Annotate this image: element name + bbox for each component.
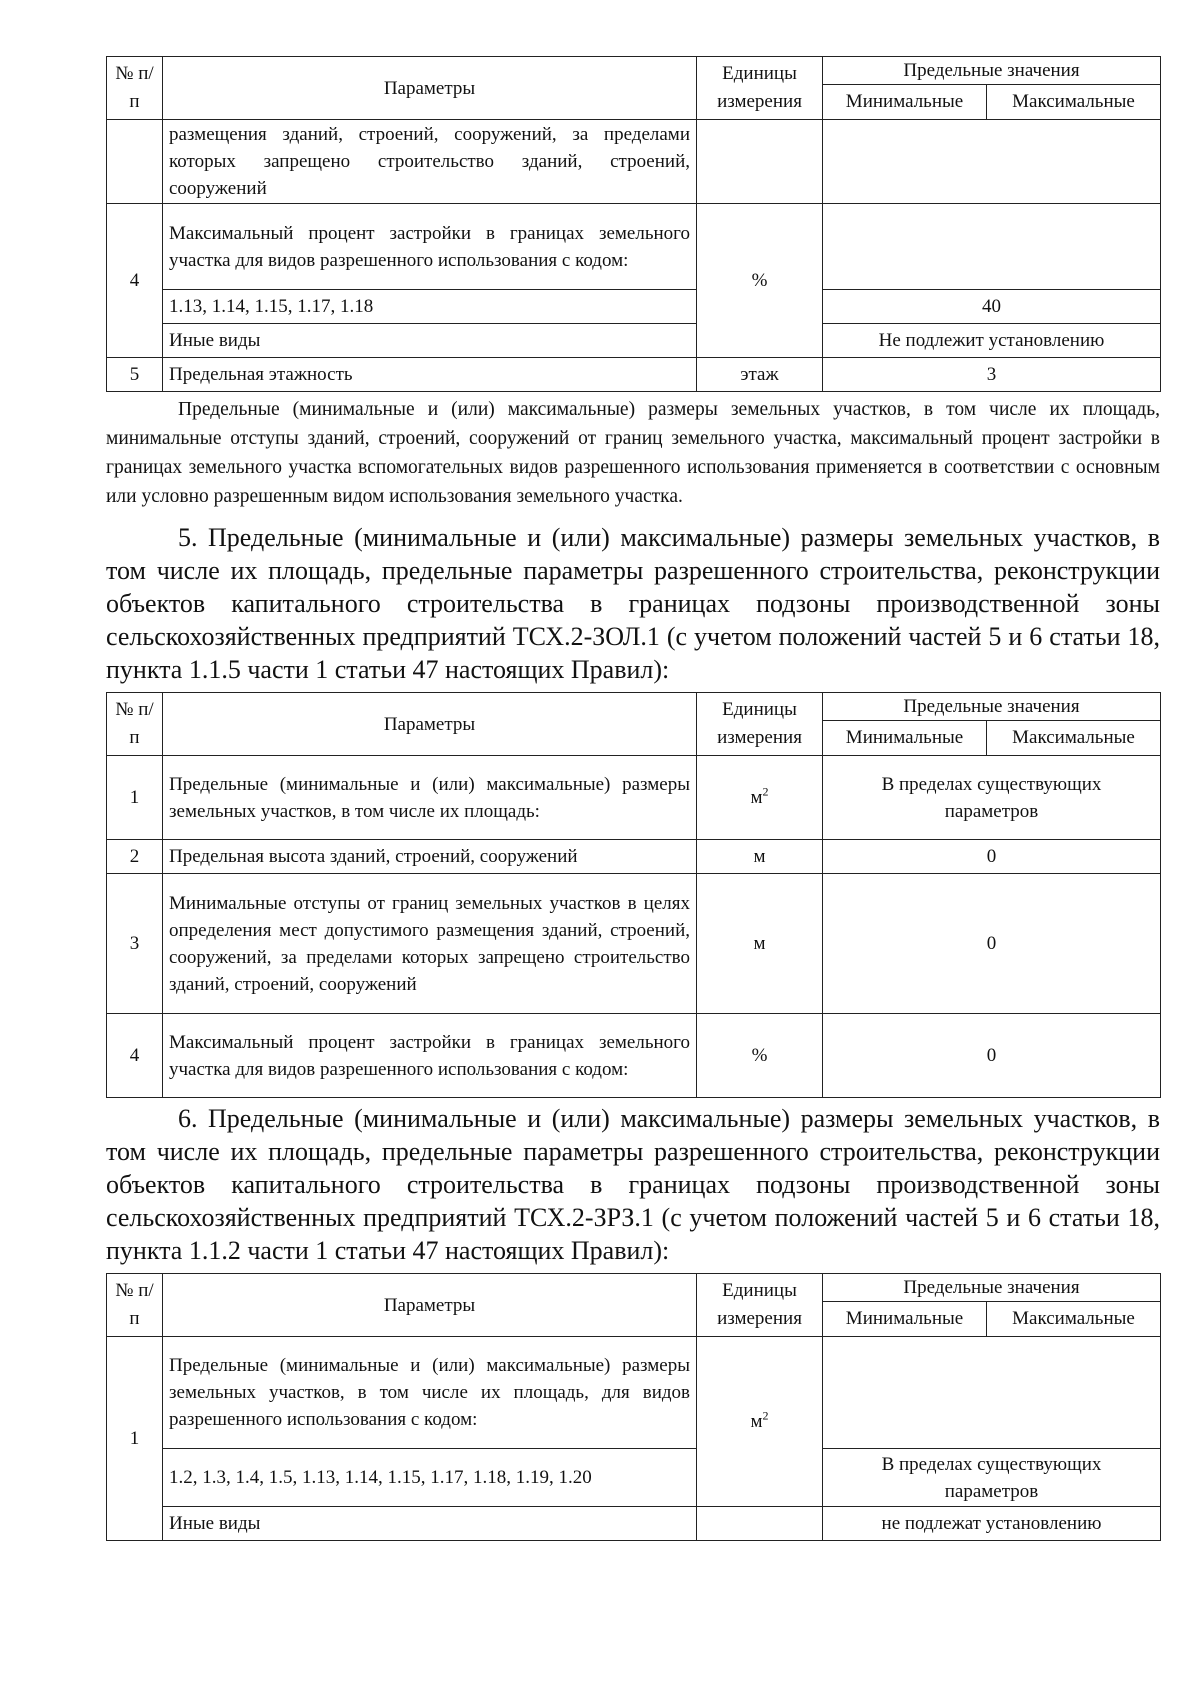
row1-sub2-text: Иные виды: [163, 1507, 697, 1541]
paragraph-5-text: 5. Предельные (минимальные и (или) максимальные) размеры земельных участков, в том числе их площадь, предельные параметры разрешенного строительства, реконструкции объектов капитального строительства в границах подзоны производственной зоны сельскохозяйственных предприятий ТСХ.2-ЗОЛ.1 (с учетом положений частей 5 и 6 статьи 18, пункта 1.1.5 части 1 статьи 47 настоящих Правил):: [106, 523, 1160, 684]
header-num: № п/п: [107, 57, 163, 120]
row1-value: В пределах существующих параметров: [823, 756, 1161, 840]
row2-num: 2: [107, 840, 163, 874]
row4-num: 4: [107, 1014, 163, 1098]
row4-value: 0: [823, 1014, 1161, 1098]
row1-unit: [697, 1337, 823, 1507]
row4-sub1-text: 1.13, 1.14, 1.15, 1.17, 1.18: [163, 290, 697, 324]
row1-value-empty: [823, 1337, 1161, 1449]
row4-unit: %: [697, 1014, 823, 1098]
paragraph-6-text: 6. Предельные (минимальные и (или) максимальные) размеры земельных участков, в том числе их площадь, предельные параметры разрешенного строительства, реконструкции объектов капитального строительства в границах подзоны производственной зоны сельскохозяйственных предприятий ТСХ.2-ЗРЗ.1 (с учетом положений частей 5 и 6 статьи 18, пункта 1.1.2 части 1 статьи 47 настоящих Правил):: [106, 1104, 1160, 1265]
header-max: Максимальные: [987, 1302, 1161, 1337]
note-text: Предельные (минимальные и (или) максимальные) размеры земельных участков, в том числе их площадь, минимальные отступы зданий, строений, сооружений от границ земельного участка, максимальный процент застройки в границах земельного участка вспомогательных видов разрешенного использования применяется в соответствии с основным или условно разрешенным видом использования земельного участка.: [106, 399, 1160, 507]
header-max: Максимальные: [987, 85, 1161, 120]
header-units: Единицы измерения: [697, 57, 823, 120]
row-num-empty: [107, 120, 163, 204]
row4-sub1-value: 40: [823, 290, 1161, 324]
header-num: № п/п: [107, 1274, 163, 1337]
header-min: Минимальные: [823, 721, 987, 756]
paragraph-6: [106, 1102, 1160, 1267]
row4-text: Максимальный процент застройки в границах земельного участка для видов разрешенного использования с кодом:: [163, 204, 697, 290]
header-limits: Предельные значения: [823, 693, 1161, 721]
header-min: Минимальные: [823, 85, 987, 120]
row1-text: Предельные (минимальные и (или) максимальные) размеры земельных участков, в том числе их площадь:: [163, 756, 697, 840]
row5-num: 5: [107, 358, 163, 392]
row4-sub2-value: Не подлежит установлению: [823, 324, 1161, 358]
row1-sub2-value: не подлежат установлению: [823, 1507, 1161, 1541]
row2-value: 0: [823, 840, 1161, 874]
row4-sub2-text: Иные виды: [163, 324, 697, 358]
unit-sup: 2: [762, 1408, 769, 1423]
row1-sub1-value: В пределах существующих параметров: [823, 1449, 1161, 1507]
row2-unit: м: [697, 840, 823, 874]
params-table-zol: [106, 692, 1161, 1098]
unit-sup: 2: [762, 784, 769, 799]
header-units: Единицы измерения: [697, 693, 823, 756]
row2-text: Предельная высота зданий, строений, сооружений: [163, 840, 697, 874]
header-params: Параметры: [163, 1274, 697, 1337]
header-params: Параметры: [163, 693, 697, 756]
row3-unit: м: [697, 874, 823, 1014]
row5-unit: этаж: [697, 358, 823, 392]
row3-num: 3: [107, 874, 163, 1014]
row-continuation-text: размещения зданий, строений, сооружений, за пределами которых запрещено строительство зданий, строений, сооружений: [163, 120, 697, 204]
document-page: [106, 56, 1160, 1541]
row4-value-empty: [823, 204, 1161, 290]
params-table-zrz: [106, 1273, 1161, 1541]
header-num: № п/п: [107, 693, 163, 756]
row4-text: Максимальный процент застройки в границах земельного участка для видов разрешенного использования с кодом:: [163, 1014, 697, 1098]
row-value-empty: [823, 120, 1161, 204]
row1-text: Предельные (минимальные и (или) максимальные) размеры земельных участков, в том числе их площадь, для видов разрешенного использования с кодом:: [163, 1337, 697, 1449]
row-unit-empty: [697, 120, 823, 204]
header-limits: Предельные значения: [823, 1274, 1161, 1302]
row1-num: 1: [107, 1337, 163, 1541]
row4-num: 4: [107, 204, 163, 358]
row4-unit: %: [697, 204, 823, 358]
row3-text: Минимальные отступы от границ земельных участков в целях определения мест допустимого размещения зданий, строений, сооружений, за пределами которых запрещено строительство зданий, строений, сооружений: [163, 874, 697, 1014]
header-limits: Предельные значения: [823, 57, 1161, 85]
header-max: Максимальные: [987, 721, 1161, 756]
row1-num: 1: [107, 756, 163, 840]
row1-unit: [697, 756, 823, 840]
row5-text: Предельная этажность: [163, 358, 697, 392]
header-units: Единицы измерения: [697, 1274, 823, 1337]
header-min: Минимальные: [823, 1302, 987, 1337]
params-table-continued: [106, 56, 1161, 392]
unit-m: м: [750, 787, 763, 808]
header-params: Параметры: [163, 57, 697, 120]
note-paragraph: [106, 395, 1160, 511]
row1-sub1-text: 1.2, 1.3, 1.4, 1.5, 1.13, 1.14, 1.15, 1.17, 1.18, 1.19, 1.20: [163, 1449, 697, 1507]
row1-sub2-unit-empty: [697, 1507, 823, 1541]
unit-m: м: [750, 1411, 763, 1432]
row5-value: 3: [823, 358, 1161, 392]
paragraph-5: [106, 521, 1160, 686]
row3-value: 0: [823, 874, 1161, 1014]
